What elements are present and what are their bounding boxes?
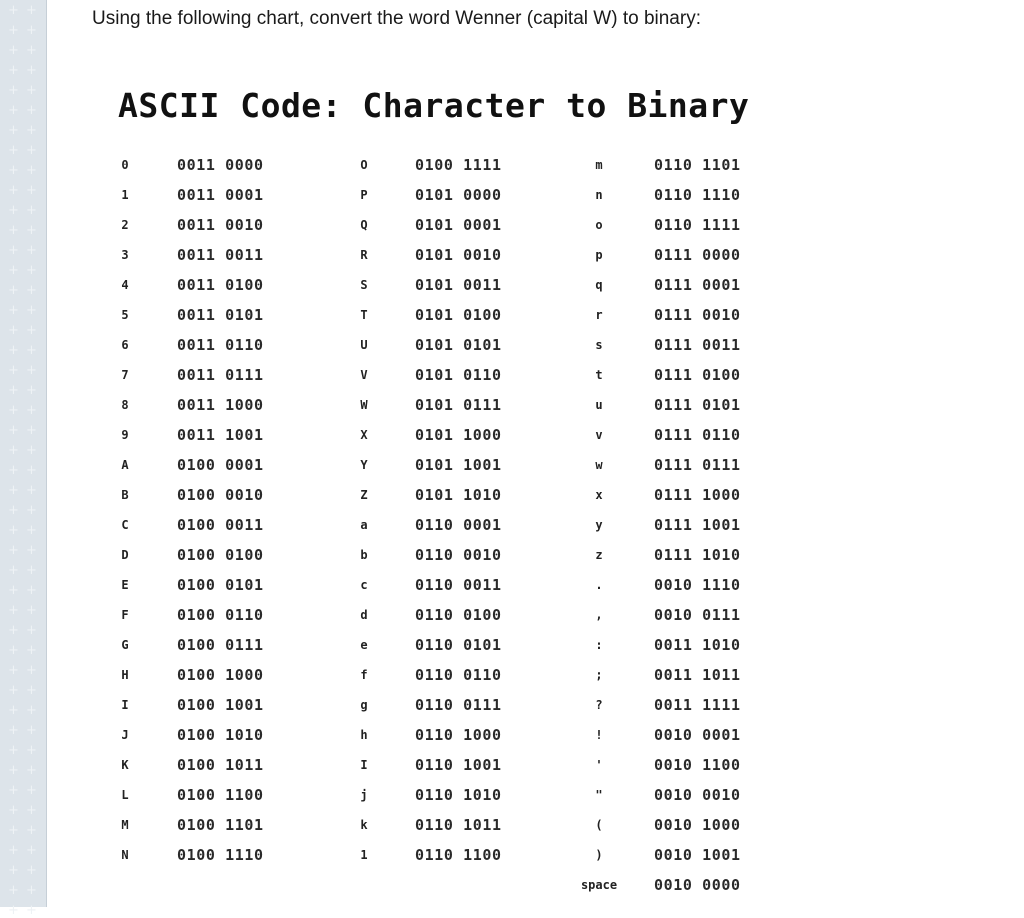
ascii-character-cell: d: [360, 608, 368, 622]
plus-pattern-icon: +: [26, 723, 37, 738]
binary-value-cell: 0110 0010: [415, 546, 502, 564]
plus-pattern-icon: +: [8, 303, 19, 318]
plus-pattern-icon: +: [26, 423, 37, 438]
plus-pattern-icon: +: [8, 543, 19, 558]
binary-value-cell: 0010 0111: [654, 606, 741, 624]
ascii-character-cell: 2: [121, 218, 129, 232]
plus-pattern-icon: +: [26, 463, 37, 478]
binary-value-cell: 0011 1011: [654, 666, 741, 684]
plus-pattern-icon: +: [8, 203, 19, 218]
binary-value-cell: 0011 0101: [177, 306, 264, 324]
plus-pattern-icon: +: [8, 463, 19, 478]
binary-value-cell: 0100 0110: [177, 606, 264, 624]
binary-value-cell: 0011 0010: [177, 216, 264, 234]
binary-value-cell: 0101 1000: [415, 426, 502, 444]
plus-pattern-icon: +: [8, 863, 19, 878]
ascii-character-cell: 0: [121, 158, 129, 172]
ascii-character-cell: z: [595, 548, 603, 562]
plus-pattern-icon: +: [8, 703, 19, 718]
ascii-character-cell: x: [595, 488, 603, 502]
plus-pattern-icon: +: [8, 183, 19, 198]
binary-value-cell: 0010 0010: [654, 786, 741, 804]
plus-pattern-icon: +: [26, 203, 37, 218]
binary-value-cell: 0011 1010: [654, 636, 741, 654]
plus-pattern-icon: +: [8, 843, 19, 858]
plus-pattern-icon: +: [8, 343, 19, 358]
plus-pattern-icon: +: [26, 363, 37, 378]
plus-pattern-icon: +: [26, 343, 37, 358]
ascii-character-cell: s: [595, 338, 603, 352]
binary-value-cell: 0011 0100: [177, 276, 264, 294]
binary-value-cell: 0111 0010: [654, 306, 741, 324]
binary-value-cell: 0110 0111: [415, 696, 502, 714]
plus-pattern-icon: +: [8, 623, 19, 638]
ascii-character-cell: !: [595, 728, 603, 742]
ascii-character-cell: L: [121, 788, 129, 802]
ascii-character-cell: o: [595, 218, 603, 232]
binary-value-cell: 0100 1110: [177, 846, 264, 864]
binary-value-cell: 0111 0100: [654, 366, 741, 384]
binary-value-cell: 0100 1101: [177, 816, 264, 834]
plus-pattern-icon: +: [26, 743, 37, 758]
binary-value-cell: 0011 0001: [177, 186, 264, 204]
plus-pattern-icon: +: [26, 843, 37, 858]
binary-value-cell: 0010 1100: [654, 756, 741, 774]
binary-value-cell: 0110 0011: [415, 576, 502, 594]
ascii-character-cell: ?: [595, 698, 603, 712]
ascii-character-cell: :: [595, 638, 603, 652]
plus-pattern-icon: +: [26, 883, 37, 898]
binary-value-cell: 0110 1011: [415, 816, 502, 834]
binary-value-cell: 0100 0011: [177, 516, 264, 534]
plus-pattern-icon: +: [8, 803, 19, 818]
binary-value-cell: 0110 1111: [654, 216, 741, 234]
plus-pattern-icon: +: [8, 823, 19, 838]
ascii-character-cell: h: [360, 728, 368, 742]
plus-pattern-icon: +: [8, 283, 19, 298]
ascii-character-cell: g: [360, 698, 368, 712]
plus-pattern-icon: +: [26, 703, 37, 718]
plus-pattern-icon: +: [8, 323, 19, 338]
binary-value-cell: 0010 0001: [654, 726, 741, 744]
binary-value-cell: 0110 1110: [654, 186, 741, 204]
ascii-character-cell: C: [121, 518, 129, 532]
plus-pattern-icon: +: [8, 403, 19, 418]
binary-value-cell: 0011 1001: [177, 426, 264, 444]
plus-pattern-icon: +: [26, 443, 37, 458]
ascii-character-cell: Q: [360, 218, 368, 232]
ascii-character-cell: M: [121, 818, 129, 832]
ascii-character-cell: 1: [121, 188, 129, 202]
binary-value-cell: 0111 0011: [654, 336, 741, 354]
plus-pattern-icon: +: [26, 23, 37, 38]
binary-value-cell: 0111 0000: [654, 246, 741, 264]
binary-value-cell: 0101 0100: [415, 306, 502, 324]
plus-pattern-icon: +: [8, 723, 19, 738]
binary-value-cell: 0100 0111: [177, 636, 264, 654]
binary-value-cell: 0100 1100: [177, 786, 264, 804]
plus-pattern-icon: +: [26, 163, 37, 178]
plus-pattern-icon: +: [26, 283, 37, 298]
binary-value-cell: 0110 1000: [415, 726, 502, 744]
ascii-character-cell: 8: [121, 398, 129, 412]
ascii-character-cell: N: [121, 848, 129, 862]
ascii-character-cell: k: [360, 818, 368, 832]
binary-value-cell: 0100 1011: [177, 756, 264, 774]
plus-pattern-icon: +: [26, 183, 37, 198]
ascii-character-cell: f: [360, 668, 368, 682]
plus-pattern-icon: +: [8, 443, 19, 458]
plus-pattern-icon: +: [8, 523, 19, 538]
binary-value-cell: 0111 0110: [654, 426, 741, 444]
plus-pattern-icon: +: [26, 563, 37, 578]
ascii-character-cell: R: [360, 248, 368, 262]
ascii-character-cell: c: [360, 578, 368, 592]
ascii-character-cell: E: [121, 578, 129, 592]
ascii-character-cell: X: [360, 428, 368, 442]
binary-value-cell: 0110 1101: [654, 156, 741, 174]
binary-value-cell: 0010 0000: [654, 876, 741, 894]
plus-pattern-icon: +: [8, 683, 19, 698]
ascii-character-cell: G: [121, 638, 129, 652]
plus-pattern-icon: +: [26, 303, 37, 318]
binary-value-cell: 0010 1110: [654, 576, 741, 594]
ascii-character-cell: Z: [360, 488, 368, 502]
plus-pattern-icon: +: [8, 663, 19, 678]
ascii-character-cell: I: [121, 698, 129, 712]
binary-value-cell: 0101 0000: [415, 186, 502, 204]
binary-value-cell: 0101 1010: [415, 486, 502, 504]
ascii-character-cell: w: [595, 458, 603, 472]
plus-pattern-icon: +: [8, 243, 19, 258]
plus-pattern-icon: +: [26, 103, 37, 118]
ascii-character-cell: H: [121, 668, 129, 682]
plus-pattern-icon: +: [26, 483, 37, 498]
ascii-character-cell: ,: [595, 608, 603, 622]
plus-pattern-icon: +: [26, 903, 37, 918]
plus-pattern-icon: +: [26, 863, 37, 878]
ascii-character-cell: v: [595, 428, 603, 442]
plus-pattern-icon: +: [8, 263, 19, 278]
plus-pattern-icon: +: [8, 363, 19, 378]
plus-pattern-icon: +: [8, 643, 19, 658]
plus-pattern-icon: +: [26, 43, 37, 58]
plus-pattern-icon: +: [26, 63, 37, 78]
plus-pattern-icon: +: [8, 223, 19, 238]
binary-value-cell: 0100 1010: [177, 726, 264, 744]
ascii-character-cell: m: [595, 158, 603, 172]
question-text: Using the following chart, convert the word Wenner (capital W) to binary:: [92, 8, 701, 29]
ascii-character-cell: r: [595, 308, 603, 322]
plus-pattern-icon: +: [26, 643, 37, 658]
ascii-character-cell: j: [360, 788, 368, 802]
plus-pattern-icon: +: [26, 263, 37, 278]
plus-pattern-icon: +: [26, 803, 37, 818]
binary-value-cell: 0101 0110: [415, 366, 502, 384]
ascii-character-cell: ;: [595, 668, 603, 682]
plus-pattern-icon: +: [8, 583, 19, 598]
binary-value-cell: 0100 1111: [415, 156, 502, 174]
binary-value-cell: 0010 1000: [654, 816, 741, 834]
ascii-character-cell: q: [595, 278, 603, 292]
plus-pattern-icon: +: [8, 103, 19, 118]
binary-value-cell: 0110 1100: [415, 846, 502, 864]
binary-value-cell: 0011 0111: [177, 366, 264, 384]
plus-pattern-icon: +: [26, 523, 37, 538]
binary-value-cell: 0011 0110: [177, 336, 264, 354]
binary-value-cell: 0011 1111: [654, 696, 741, 714]
ascii-character-cell: ': [595, 758, 603, 772]
binary-value-cell: 0100 0001: [177, 456, 264, 474]
plus-pattern-icon: +: [8, 123, 19, 138]
ascii-character-cell: b: [360, 548, 368, 562]
plus-pattern-icon: +: [26, 83, 37, 98]
plus-pattern-icon: +: [26, 503, 37, 518]
plus-pattern-icon: +: [8, 483, 19, 498]
ascii-character-cell: .: [595, 578, 603, 592]
plus-pattern-icon: +: [8, 603, 19, 618]
binary-value-cell: 0111 0111: [654, 456, 741, 474]
plus-pattern-icon: +: [8, 63, 19, 78]
ascii-character-cell: t: [595, 368, 603, 382]
plus-pattern-icon: +: [8, 743, 19, 758]
binary-value-cell: 0111 0101: [654, 396, 741, 414]
ascii-character-cell: O: [360, 158, 368, 172]
binary-value-cell: 0011 1000: [177, 396, 264, 414]
binary-value-cell: 0111 1000: [654, 486, 741, 504]
binary-value-cell: 0101 0101: [415, 336, 502, 354]
ascii-character-cell: 1: [360, 848, 368, 862]
ascii-character-cell: u: [595, 398, 603, 412]
plus-pattern-icon: +: [26, 583, 37, 598]
plus-pattern-icon: +: [8, 23, 19, 38]
ascii-character-cell: y: [595, 518, 603, 532]
plus-pattern-icon: +: [26, 783, 37, 798]
plus-pattern-icon: +: [8, 43, 19, 58]
binary-value-cell: 0100 0010: [177, 486, 264, 504]
binary-value-cell: 0101 0001: [415, 216, 502, 234]
binary-value-cell: 0100 1001: [177, 696, 264, 714]
binary-value-cell: 0111 1010: [654, 546, 741, 564]
plus-pattern-icon: +: [26, 763, 37, 778]
binary-value-cell: 0101 0010: [415, 246, 502, 264]
ascii-character-cell: space: [580, 878, 618, 892]
ascii-character-cell: K: [121, 758, 129, 772]
binary-value-cell: 0101 0011: [415, 276, 502, 294]
plus-pattern-icon: +: [26, 823, 37, 838]
ascii-character-cell: V: [360, 368, 368, 382]
ascii-character-cell: 5: [121, 308, 129, 322]
plus-pattern-icon: +: [8, 883, 19, 898]
plus-pattern-icon: +: [26, 383, 37, 398]
binary-value-cell: 0010 1001: [654, 846, 741, 864]
plus-pattern-icon: +: [26, 223, 37, 238]
binary-value-cell: 0100 0101: [177, 576, 264, 594]
ascii-character-cell: B: [121, 488, 129, 502]
binary-value-cell: 0110 1001: [415, 756, 502, 774]
plus-pattern-icon: +: [26, 683, 37, 698]
ascii-character-cell: p: [595, 248, 603, 262]
ascii-character-cell: ): [595, 848, 603, 862]
plus-pattern-icon: +: [26, 403, 37, 418]
binary-value-cell: 0110 0100: [415, 606, 502, 624]
ascii-character-cell: W: [360, 398, 368, 412]
plus-pattern-icon: +: [26, 543, 37, 558]
binary-value-cell: 0101 1001: [415, 456, 502, 474]
ascii-character-cell: S: [360, 278, 368, 292]
binary-value-cell: 0100 0100: [177, 546, 264, 564]
binary-value-cell: 0101 0111: [415, 396, 502, 414]
ascii-character-cell: a: [360, 518, 368, 532]
ascii-character-cell: (: [595, 818, 603, 832]
ascii-character-cell: 6: [121, 338, 129, 352]
ascii-character-cell: U: [360, 338, 368, 352]
ascii-character-cell: e: [360, 638, 368, 652]
plus-pattern-icon: +: [26, 323, 37, 338]
plus-pattern-icon: +: [8, 783, 19, 798]
plus-pattern-icon: +: [8, 503, 19, 518]
plus-pattern-icon: +: [8, 763, 19, 778]
binary-value-cell: 0100 1000: [177, 666, 264, 684]
ascii-character-cell: D: [121, 548, 129, 562]
plus-pattern-icon: +: [26, 623, 37, 638]
ascii-character-cell: A: [121, 458, 129, 472]
plus-pattern-icon: +: [8, 3, 19, 18]
ascii-character-cell: I: [360, 758, 368, 772]
binary-value-cell: 0110 0110: [415, 666, 502, 684]
ascii-character-cell: n: [595, 188, 603, 202]
plus-pattern-icon: +: [8, 423, 19, 438]
plus-pattern-icon: +: [8, 83, 19, 98]
plus-pattern-icon: +: [8, 563, 19, 578]
ascii-character-cell: 3: [121, 248, 129, 262]
binary-value-cell: 0011 0011: [177, 246, 264, 264]
binary-value-cell: 0110 0001: [415, 516, 502, 534]
ascii-character-cell: ": [595, 788, 603, 802]
ascii-character-cell: 4: [121, 278, 129, 292]
binary-value-cell: 0111 1001: [654, 516, 741, 534]
plus-pattern-icon: +: [8, 143, 19, 158]
binary-value-cell: 0111 0001: [654, 276, 741, 294]
plus-pattern-icon: +: [26, 243, 37, 258]
ascii-character-cell: 9: [121, 428, 129, 442]
binary-value-cell: 0110 0101: [415, 636, 502, 654]
plus-pattern-icon: +: [8, 163, 19, 178]
plus-pattern-icon: +: [26, 123, 37, 138]
ascii-character-cell: 7: [121, 368, 129, 382]
plus-pattern-icon: +: [26, 143, 37, 158]
ascii-character-cell: F: [121, 608, 129, 622]
plus-pattern-icon: +: [8, 903, 19, 918]
plus-pattern-icon: +: [26, 3, 37, 18]
plus-pattern-icon: +: [26, 663, 37, 678]
ascii-character-cell: T: [360, 308, 368, 322]
ascii-character-cell: Y: [360, 458, 368, 472]
binary-value-cell: 0011 0000: [177, 156, 264, 174]
binary-value-cell: 0110 1010: [415, 786, 502, 804]
plus-pattern-icon: +: [8, 383, 19, 398]
plus-pattern-icon: +: [26, 603, 37, 618]
ascii-character-cell: J: [121, 728, 129, 742]
ascii-character-cell: P: [360, 188, 368, 202]
chart-title: ASCII Code: Character to Binary: [118, 86, 750, 125]
